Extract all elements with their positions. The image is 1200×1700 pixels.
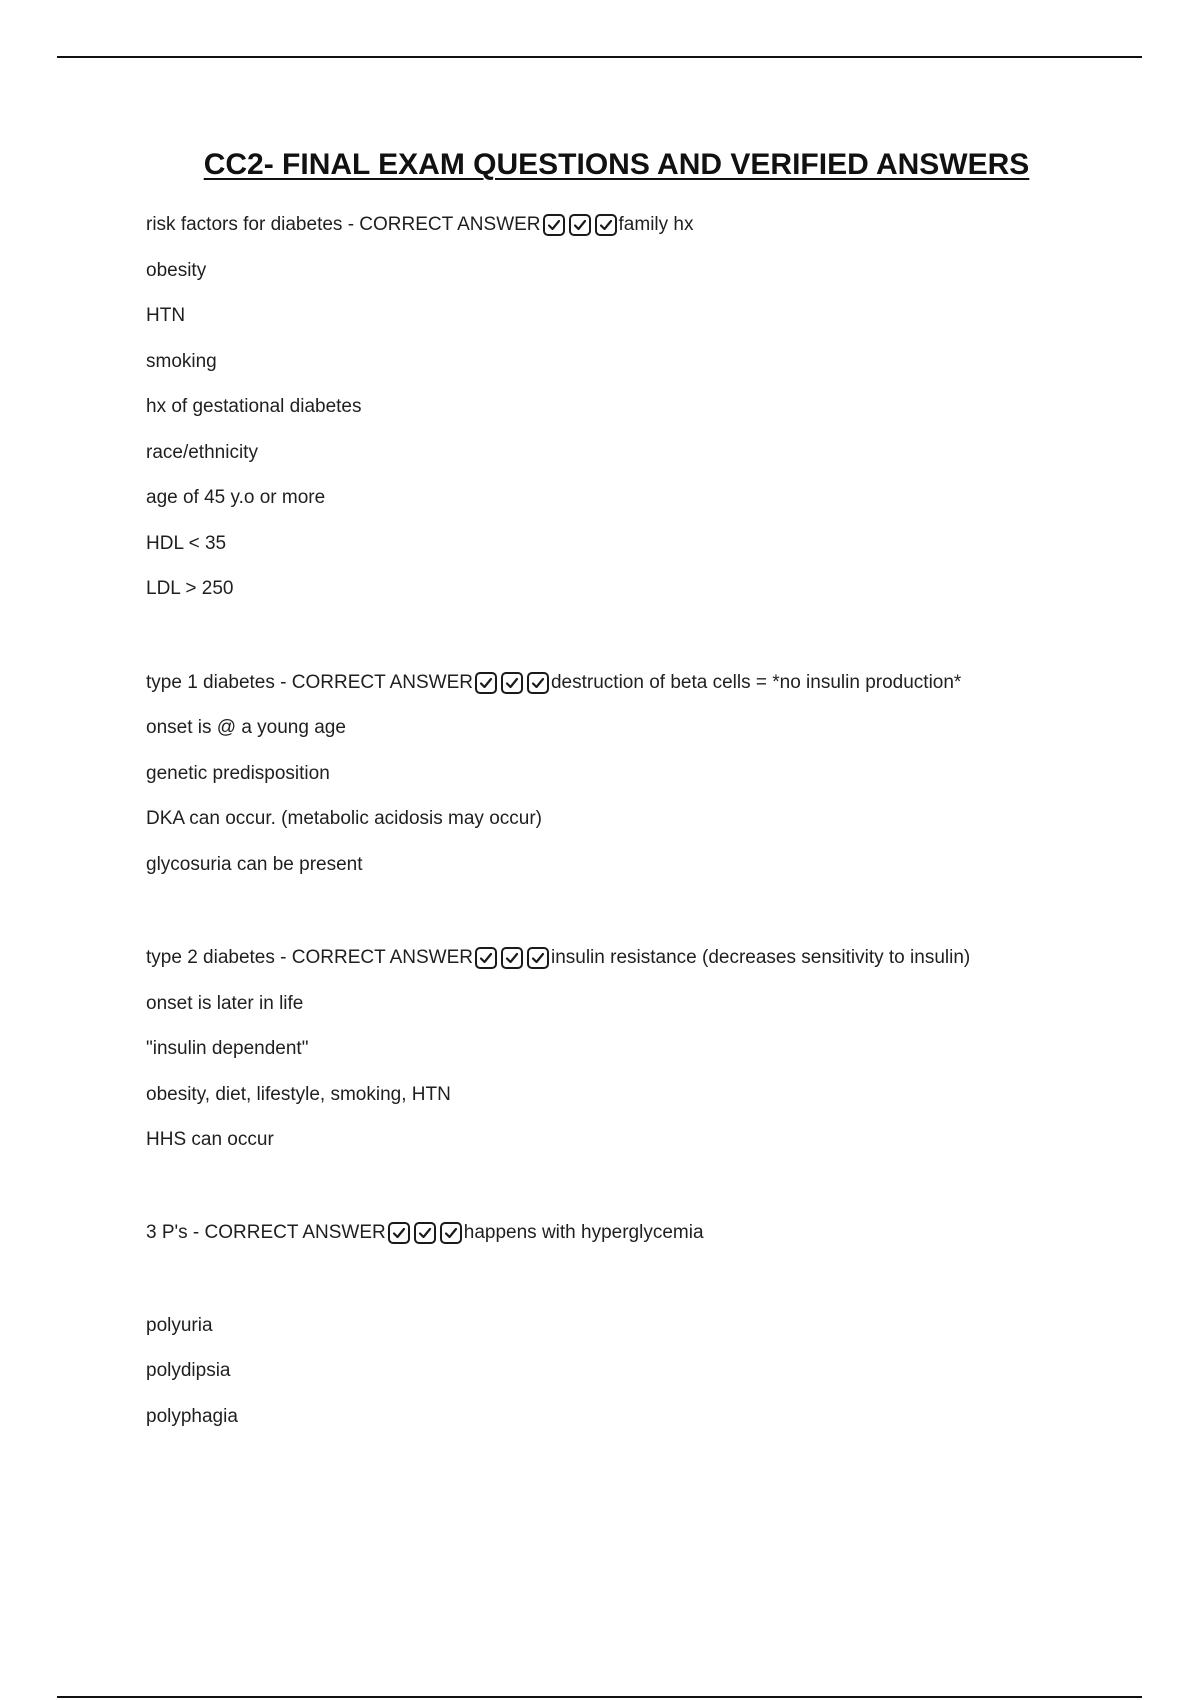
- answer-line: race/ethnicity: [146, 442, 258, 463]
- answer-line: HTN: [146, 305, 186, 326]
- checked-box-icon: [543, 214, 565, 236]
- checked-box-icon: [527, 947, 549, 969]
- check-marks: [475, 672, 549, 694]
- check-marks: [543, 214, 617, 236]
- question-line: [146, 671, 961, 695]
- question-text: type 1 diabetes - CORRECT ANSWER: [146, 672, 473, 693]
- question-line: [146, 946, 970, 970]
- question-text: 3 P's - CORRECT ANSWER: [146, 1222, 386, 1243]
- checked-box-icon: [527, 672, 549, 694]
- question-line: [146, 213, 694, 237]
- checked-box-icon: [414, 1222, 436, 1244]
- answer-line: polyuria: [146, 1315, 213, 1336]
- question-text: risk factors for diabetes - CORRECT ANSWER: [146, 214, 541, 235]
- answer-line: genetic predisposition: [146, 763, 330, 784]
- answer-line: onset is @ a young age: [146, 717, 346, 738]
- checked-box-icon: [475, 947, 497, 969]
- checked-box-icon: [501, 947, 523, 969]
- answer-text: destruction of beta cells = *no insulin production*: [550, 672, 962, 693]
- answer-line: hx of gestational diabetes: [146, 396, 362, 417]
- answer-line: LDL > 250: [146, 578, 234, 599]
- check-marks: [475, 947, 549, 969]
- answer-line: age of 45 y.o or more: [146, 487, 326, 508]
- answer-line: HHS can occur: [146, 1129, 274, 1150]
- answer-line: "insulin dependent": [146, 1038, 309, 1059]
- answer-line: HDL < 35: [146, 533, 227, 554]
- checked-box-icon: [595, 214, 617, 236]
- answer-line: polydipsia: [146, 1360, 231, 1381]
- checked-box-icon: [475, 672, 497, 694]
- answer-line: polyphagia: [146, 1406, 238, 1427]
- answer-line: glycosuria can be present: [146, 854, 363, 875]
- answer-line: onset is later in life: [146, 993, 304, 1014]
- answer-line: obesity: [146, 260, 207, 281]
- header-rule: [57, 56, 1142, 58]
- question-text: type 2 diabetes - CORRECT ANSWER: [146, 947, 473, 968]
- answer-line: obesity, diet, lifestyle, smoking, HTN: [146, 1084, 451, 1105]
- answer-text: insulin resistance (decreases sensitivity to insulin): [550, 947, 971, 968]
- checked-box-icon: [388, 1222, 410, 1244]
- footer-rule: [57, 1696, 1142, 1698]
- checked-box-icon: [440, 1222, 462, 1244]
- answer-text: happens with hyperglycemia: [463, 1222, 704, 1243]
- question-line: [146, 1221, 704, 1245]
- answer-line: smoking: [146, 351, 217, 372]
- document-title: CC2- FINAL EXAM QUESTIONS AND VERIFIED ANSWERS: [203, 148, 1030, 181]
- checked-box-icon: [501, 672, 523, 694]
- checked-box-icon: [569, 214, 591, 236]
- answer-line: DKA can occur. (metabolic acidosis may occur): [146, 808, 542, 829]
- answer-text: family hx: [618, 214, 694, 235]
- check-marks: [388, 1222, 462, 1244]
